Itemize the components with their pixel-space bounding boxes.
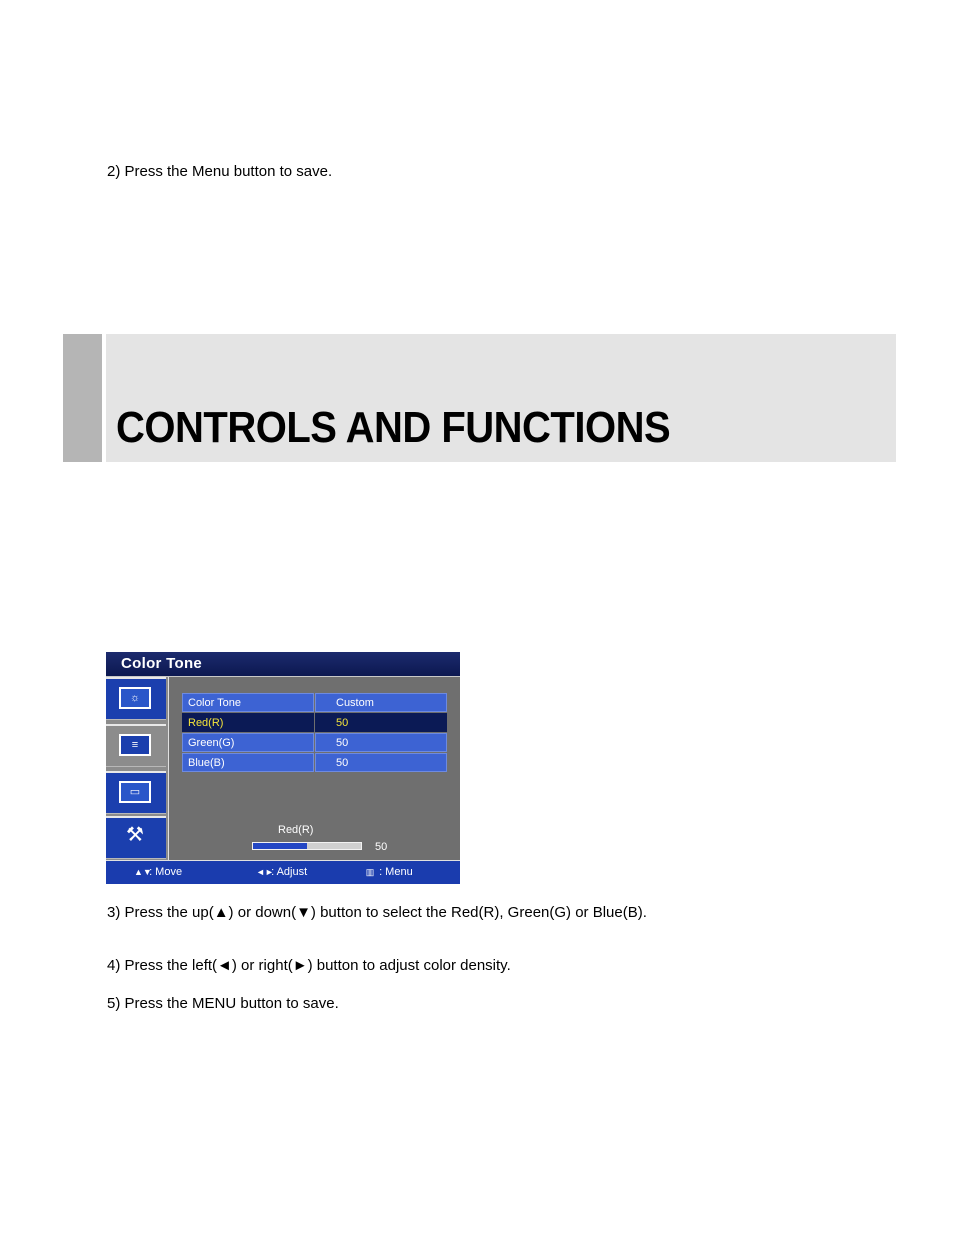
step-4-text: 4) Press the left(◄) or right(►) button to adjust color density. (107, 957, 511, 974)
menu-button-icon: ▥ (365, 867, 375, 877)
osd-menu (106, 652, 460, 883)
row-value: 50 (315, 733, 447, 752)
row-value: 50 (315, 713, 447, 732)
color-settings-icon: ≡ (119, 734, 151, 756)
row-label: Blue(B) (182, 753, 314, 772)
osd-sidebar (106, 677, 169, 860)
menu-row-green[interactable] (182, 733, 449, 752)
red-level-slider[interactable] (252, 842, 362, 850)
sidebar-item-screen[interactable] (106, 771, 166, 814)
section-banner (106, 334, 896, 462)
sidebar-item-setup[interactable] (106, 816, 166, 859)
hint-menu-label: : Menu (379, 866, 413, 878)
color-tone-table (182, 693, 449, 773)
slider-label: Red(R) (278, 824, 314, 836)
row-label: Green(G) (182, 733, 314, 752)
hint-adjust (256, 866, 307, 878)
sidebar-item-picture[interactable] (106, 677, 166, 720)
setup-tools-icon: ⚒ (126, 824, 144, 846)
hint-move-label: : Move (149, 866, 183, 878)
menu-row-red[interactable] (182, 713, 449, 732)
menu-row-blue[interactable] (182, 753, 449, 772)
row-value: Custom (315, 693, 447, 712)
menu-row-color-tone[interactable] (182, 693, 449, 712)
hint-menu (364, 866, 413, 878)
row-value: 50 (315, 753, 447, 772)
slider-value: 50 (375, 841, 388, 853)
step-2-text: 2) Press the Menu button to save. (107, 163, 333, 180)
osd-title: Color Tone (121, 655, 203, 672)
step-3-text: 3) Press the up(▲) or down(▼) button to select the Red(R), Green(G) or Blue(B). (107, 904, 647, 921)
screen-icon: ▭ (119, 781, 151, 803)
osd-footer (106, 860, 460, 884)
row-label: Color Tone (182, 693, 314, 712)
picture-icon: ☼ (119, 687, 151, 709)
left-right-arrow-icon: ◄► (256, 867, 274, 877)
osd-header (106, 652, 460, 677)
slider-fill (253, 843, 307, 849)
hint-adjust-label: : Adjust (271, 866, 308, 878)
row-label: Red(R) (182, 713, 314, 732)
hint-move (134, 866, 182, 878)
section-title: CONTROLS AND FUNCTIONS (116, 404, 671, 452)
sidebar-item-color[interactable] (106, 724, 166, 767)
step-5-text: 5) Press the MENU button to save. (107, 995, 339, 1012)
banner-accent (63, 334, 102, 462)
up-down-arrow-icon: ▲▼ (134, 867, 152, 877)
